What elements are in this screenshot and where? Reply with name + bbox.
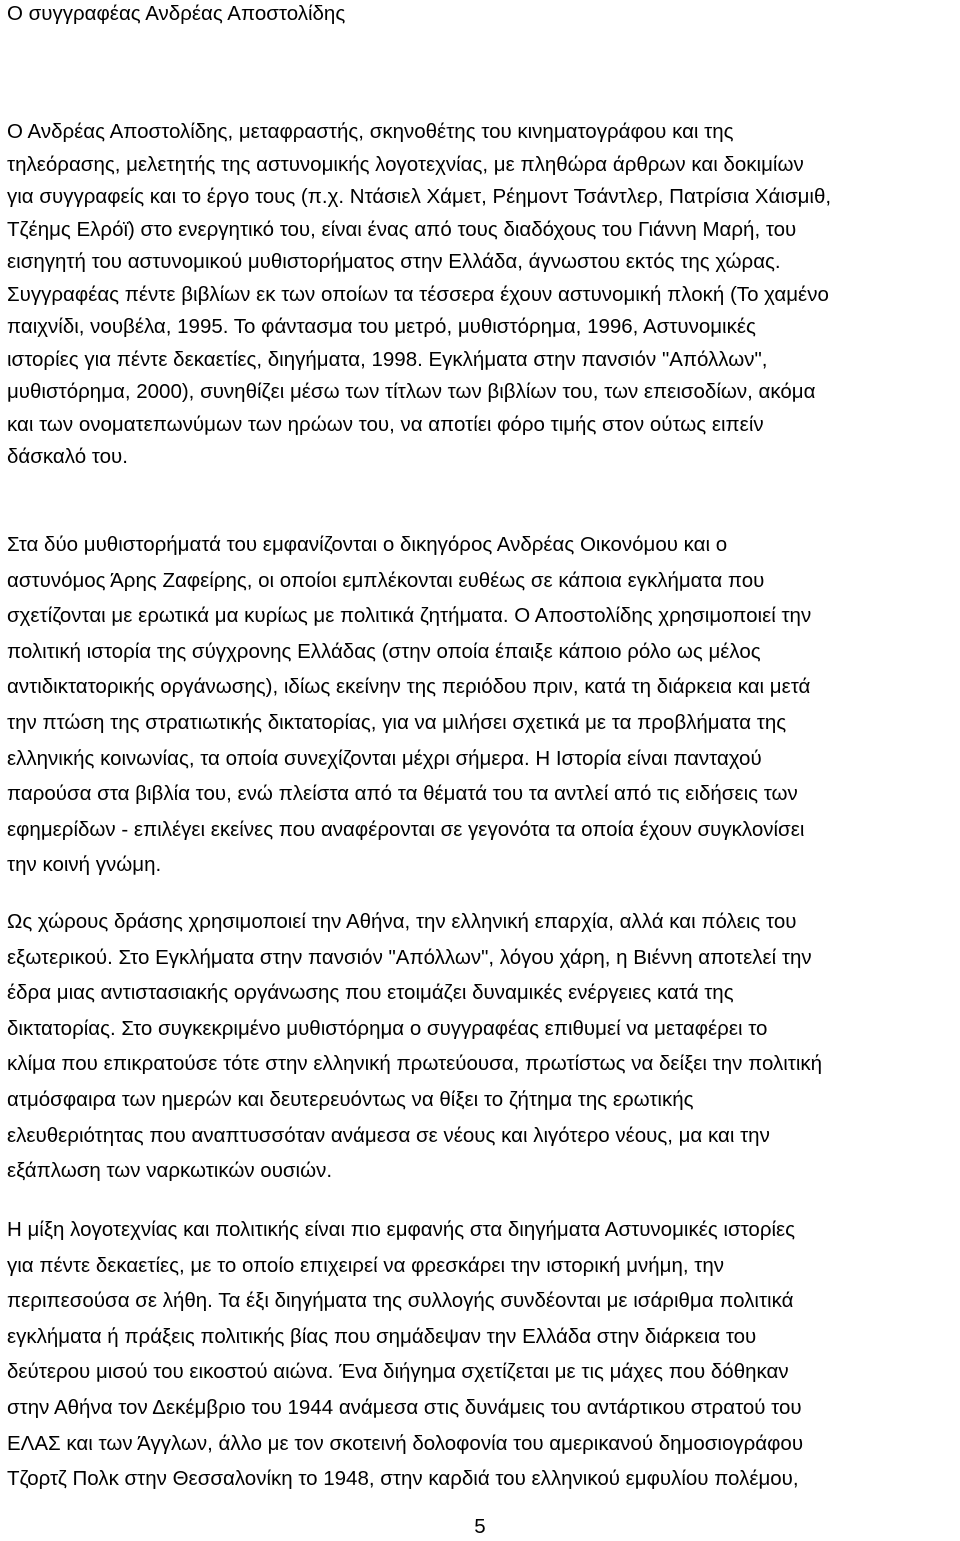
paragraph-line: την πτώση της στρατιωτικής δικτατορίας, για να μιλήσει σχετικά με τα προβλήματα της bbox=[7, 710, 787, 734]
paragraph-line: σχετίζονται με ερωτικά μα κυρίως με πολιτικά ζητήματα. Ο Αποστολίδης χρησιμοποιεί την bbox=[7, 604, 812, 628]
paragraph-line: και των ονοματεπωνύμων των ηρώων του, να αποτίει φόρο τιμής στον ούτως ειπείν bbox=[7, 412, 764, 436]
paragraph-line: δάσκαλό του. bbox=[7, 445, 128, 468]
paragraph-line: Η μίξη λογοτεχνίας και πολιτικής είναι πιο εμφανής στα διηγήματα Αστυνομικές ιστορίες bbox=[7, 1218, 796, 1241]
paragraph-line: την κοινή γνώμη. bbox=[7, 853, 162, 877]
paragraph-line: Συγγραφέας πέντε βιβλίων εκ των οποίων τα τέσσερα έχουν αστυνομική πλοκή (Το χαμένο bbox=[7, 282, 829, 306]
paragraph-line: Στα δύο μυθιστορήματά του εμφανίζονται ο δικηγόρος Ανδρέας Οικονόμου και ο bbox=[7, 533, 728, 556]
paragraph-line: κλίμα που επικρατούσε τότε στην ελληνική πρωτεύουσα, πρωτίστως να δείξει την πολιτική bbox=[7, 1052, 823, 1076]
paragraph-line: έδρα μιας αντιστασιακής οργάνωσης που ετοιμάζει δυναμικές ενέργειες κατά της bbox=[7, 981, 734, 1005]
paragraph-line: ατμόσφαιρα των ημερών και δευτερευόντως να θίξει το ζήτημα της ερωτικής bbox=[7, 1087, 694, 1111]
paragraph-line: για πέντε δεκαετίες, με το οποίο επιχειρεί να φρεσκάρει την ιστορική μνήμη, την bbox=[7, 1253, 725, 1277]
paragraph-line: εξωτερικού. Στο Εγκλήματα στην πανσιόν "Απόλλων", λόγου χάρη, η Βιέννη αποτελεί την bbox=[7, 945, 812, 969]
paragraph-line: μυθιστόρημα, 2000), συνηθίζει μέσω των τίτλων των βιβλίων του, των επεισοδίων, ακόμα bbox=[7, 380, 816, 403]
paragraph-line: ΕΛΑΣ και των Άγγλων, άλλο με τον σκοτεινή δολοφονία του αμερικανού δημοσιογράφου bbox=[7, 1431, 804, 1455]
paragraph-line: Ο Ανδρέας Αποστολίδης, μεταφραστής, σκηνοθέτης του κινηματογράφου και της bbox=[7, 120, 734, 143]
page-number: 5 bbox=[474, 1515, 486, 1538]
paragraph-line: ελευθεριότητας που αναπτυσσόταν ανάμεσα σε νέους και λιγότερο νέους, μα και την bbox=[7, 1123, 770, 1147]
paragraph-line: περιπεσούσα σε λήθη. Τα έξι διηγήματα της συλλογής συνδέονται με ισάριθμα πολιτικά bbox=[7, 1289, 794, 1313]
paragraph-line: παρούσα στα βιβλία του, ενώ πλείστα από τα θέματά του τα αντλεί από τις ειδήσεις των bbox=[7, 782, 798, 806]
paragraph-2 bbox=[7, 527, 953, 883]
paragraph-line: Ως χώρους δράσης χρησιμοποιεί την Αθήνα, την ελληνική επαρχία, αλλά και πόλεις του bbox=[7, 910, 797, 933]
paragraph-line: πολιτική ιστορία της σύγχρονης Ελλάδας (στην οποία έπαιξε κάποιο ρόλο ως μέλος bbox=[7, 639, 761, 663]
paragraph-line: εγκλήματα ή πράξεις πολιτικής βίας που σημάδεψαν την Ελλάδα στην διάρκεια του bbox=[7, 1324, 757, 1348]
paragraph-line: τηλεόρασης, μελετητής της αστυνομικής λογοτεχνίας, με πληθώρα άρθρων και δοκιμίων bbox=[7, 152, 804, 176]
paragraph-line: αστυνόμος Άρης Ζαφείρης, οι οποίοι εμπλέκονται ευθέως σε κάποια εγκλήματα που bbox=[7, 568, 765, 592]
paragraph-line: εφημερίδων - επιλέγει εκείνες που αναφέρονται σε γεγονότα τα οποία έχουν συγκλονίσει bbox=[7, 817, 805, 841]
paragraph-line: παιχνίδι, νουβέλα, 1995. Το φάντασμα του μετρό, μυθιστόρημα, 1996, Αστυνομικές bbox=[7, 315, 756, 338]
paragraph-line: δικτατορίας. Στο συγκεκριμένο μυθιστόρημα ο συγγραφέας επιθυμεί να μεταφέρει το bbox=[7, 1016, 768, 1040]
paragraph-line: αντιδικτατορικής οργάνωσης), ιδίως εκείνην της περιόδου πριν, κατά τη διάρκεια και μετά bbox=[7, 675, 811, 699]
paragraph-line: για συγγραφείς και το έργο τους (π.χ. Ντάσιελ Χάμετ, Ρέημοντ Τσάντλερ, Πατρίσια Χάισμιθ, bbox=[7, 185, 832, 208]
document-title: Ο συγγραφέας Ανδρέας Αποστολίδης bbox=[7, 2, 346, 25]
paragraph-line: εισηγητή του αστυνομικού μυθιστορήματος στην Ελλάδα, άγνωστου εκτός της χώρας. bbox=[7, 250, 781, 273]
paragraph-line: Τζέημς Ελρόϊ) στο ενεργητικό του, είναι ένας από τους διαδόχους του Γιάννη Μαρή, του bbox=[7, 217, 797, 241]
paragraph-1 bbox=[7, 116, 953, 474]
paragraph-line: εξάπλωση των ναρκωτικών ουσιών. bbox=[7, 1159, 333, 1183]
paragraph-line: δεύτερου μισού του εικοστού αιώνα. Ένα διήγημα σχετίζεται με τις μάχες που δόθηκαν bbox=[7, 1360, 789, 1384]
paragraph-4 bbox=[7, 1212, 953, 1497]
paragraph-line: ελληνικής κοινωνίας, τα οποία συνεχίζονται μέχρι σήμερα. Η Ιστορία είναι πανταχού bbox=[7, 746, 762, 770]
paragraph-3 bbox=[7, 904, 953, 1189]
paragraph-line: ιστορίες για πέντε δεκαετίες, διηγήματα, 1998. Εγκλήματα στην πανσιόν "Απόλλων", bbox=[7, 347, 768, 371]
paragraph-line: στην Αθήνα τον Δεκέμβριο του 1944 ανάμεσα στις δυνάμεις του αντάρτικου στρατού του bbox=[7, 1395, 802, 1419]
paragraph-line: Τζορτζ Πολκ στην Θεσσαλονίκη το 1948, στην καρδιά του ελληνικού εμφυλίου πολέμου, bbox=[7, 1467, 799, 1491]
